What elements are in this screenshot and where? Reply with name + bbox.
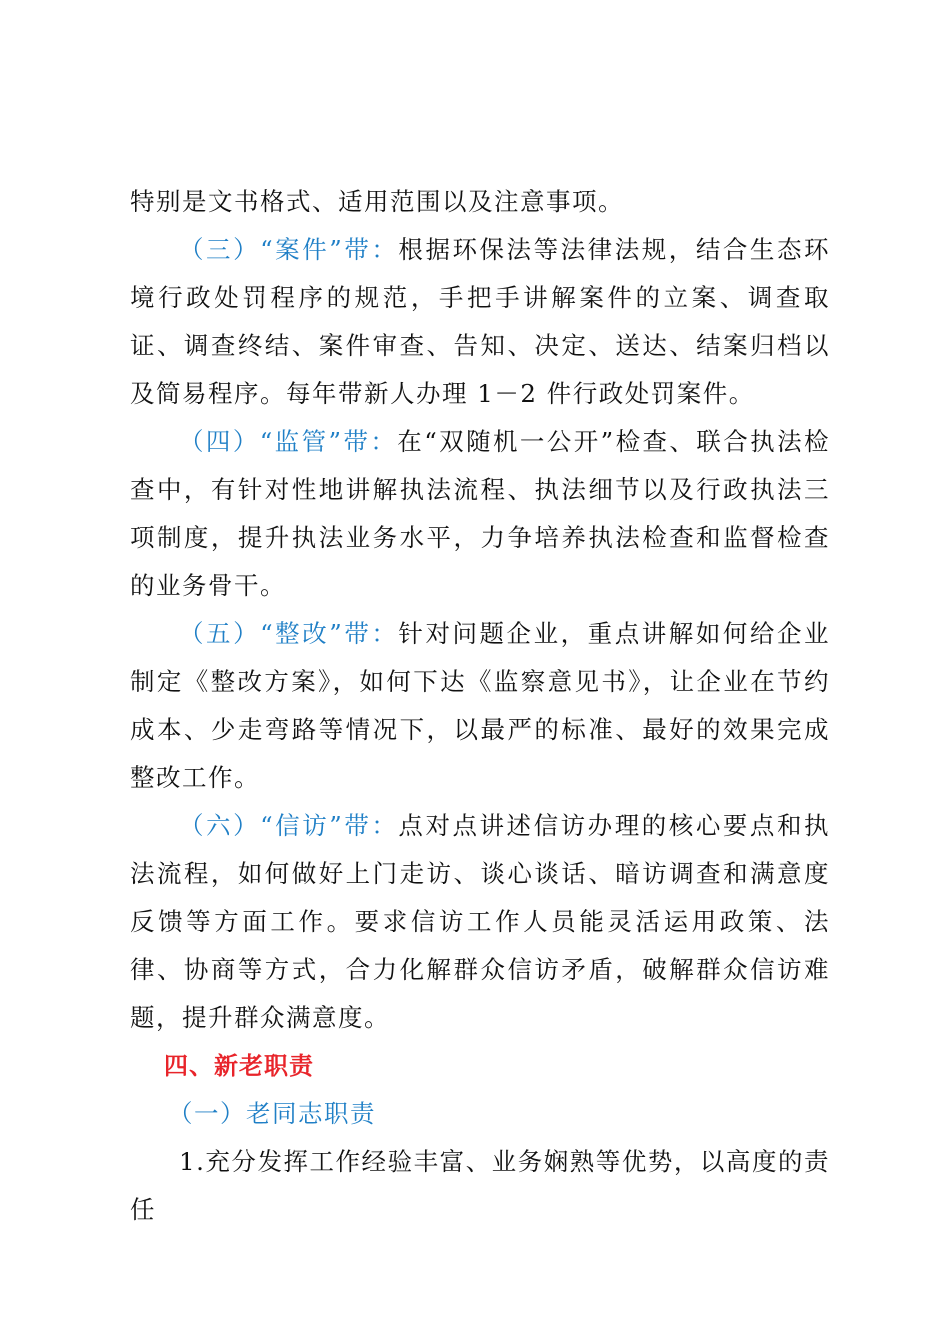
paragraph-petition [130,802,830,1042]
paragraph-lead: （五）“整改”带： [179,619,399,648]
subsection-heading: （一）老同志职责 [168,1099,376,1128]
paragraph-text: 点对点讲述信访办理的核心要点和执法流程，如何做好上门走访、谈心谈话、暗访调查和满意度反馈等方面工作。要求信访工作人员能灵活运用政策、法律、协商等方式，合力化解群众信访矛盾，破解群众信访难题，提升群众满意度。 [130,811,830,1032]
paragraph-duty-1 [130,1138,830,1234]
paragraph-rectification [130,610,830,802]
section-heading: 四、新老职责 [164,1052,314,1080]
paragraph-lead: （四）“监管”带： [179,427,398,456]
paragraph-supervision [130,418,830,610]
paragraph-text: 根据环保法等法律法规，结合生态环境行政处罚程序的规范，手把手讲解案件的立案、调查取证、调查终结、案件审查、告知、决定、送达、结案归档以及简易程序。每年带新人办理 1－2 件行政处罚案件。 [130,235,830,408]
paragraph-text: 在“双随机一公开”检查、联合执法检查中，有针对性地讲解执法流程、执法细节以及行政执法三项制度，提升执法业务水平，力争培养执法检查和监督检查的业务骨干。 [130,427,830,600]
paragraph-lead: （三）“案件”带： [179,235,399,264]
paragraph-continuation [130,178,830,226]
document-body [130,178,830,1234]
paragraph-text: 特别是文书格式、适用范围以及注意事项。 [130,187,624,216]
paragraph-text: 针对问题企业，重点讲解如何给企业制定《整改方案》，如何下达《监察意见书》，让企业在节约成本、少走弯路等情况下，以最严的标准、最好的效果完成整改工作。 [130,619,830,792]
paragraph-text: 1.充分发挥工作经验丰富、业务娴熟等优势，以高度的责任 [130,1147,830,1224]
paragraph-case [130,226,830,418]
paragraph-lead: （六）“信访”带： [179,811,399,840]
